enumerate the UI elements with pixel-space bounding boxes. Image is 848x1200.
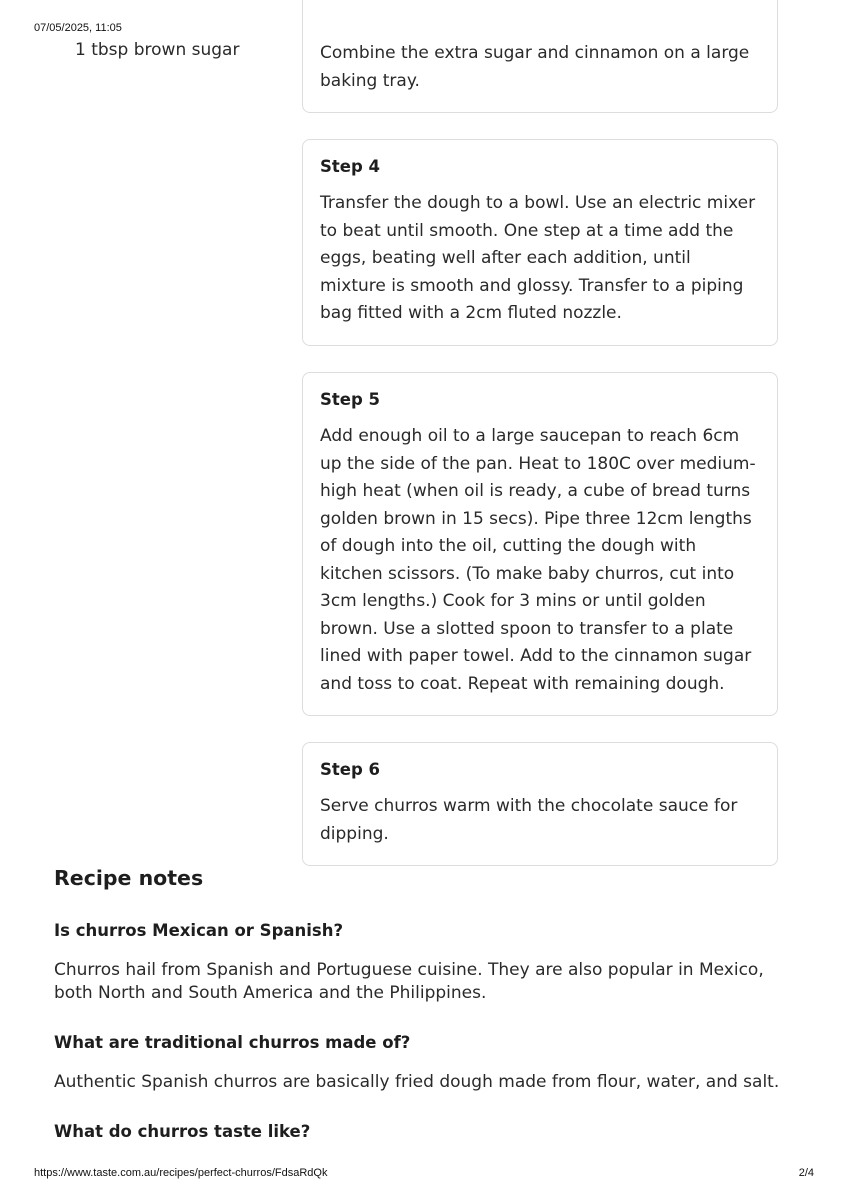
faq-answer: Churros hail from Spanish and Portuguese cuisine. They are also popular in Mexico, both North and South America and the Philippines. — [54, 960, 764, 1003]
step-card-5 — [302, 372, 778, 716]
ingredient-item: 1 tbsp brown sugar — [75, 40, 240, 60]
step-card-6 — [302, 742, 778, 866]
step-text: Add enough oil to a large saucepan to reach 6cm up the side of the pan. Heat to 180C over medium-high heat (when oil is ready, a cube of bread turns golden brown in 15 secs). Pipe three 12cm lengths of dough into the oil, cutting the dough with kitchen scissors. (To make baby churros, cut into 3cm lengths.) Cook for 3 mins or until golden brown. Use a slotted spoon to transfer to a plate lined with paper towel. Add to the cinnamon sugar and toss to coat. Repeat with remaining dough. — [320, 426, 756, 694]
page-number: 2/4 — [798, 1167, 814, 1179]
recipe-notes-heading: Recipe notes — [54, 866, 204, 890]
step-title: Step 4 — [320, 157, 380, 176]
step-card-4 — [302, 139, 778, 346]
faq-question: What do churros taste like? — [54, 1122, 311, 1141]
faq-question: Is churros Mexican or Spanish? — [54, 921, 344, 940]
step-text: Serve churros warm with the chocolate sauce for dipping. — [320, 796, 738, 844]
step-title: Step 6 — [320, 760, 380, 779]
faq-question: What are traditional churros made of? — [54, 1033, 411, 1052]
faq-answer: Authentic Spanish churros are basically fried dough made from flour, water, and salt. — [54, 1072, 780, 1092]
step-title: Step 5 — [320, 390, 380, 409]
step-text: Combine the extra sugar and cinnamon on a large baking tray. — [320, 43, 750, 91]
print-url: https://www.taste.com.au/recipes/perfect-churros/FdsaRdQk — [34, 1167, 328, 1179]
step-text: Transfer the dough to a bowl. Use an electric mixer to beat until smooth. One step at a time add the eggs, beating well after each addition, until mixture is smooth and glossy. Transfer to a piping bag fitted with a 2cm fluted nozzle. — [320, 193, 756, 323]
step-card-3-partial — [302, 0, 778, 113]
print-datetime: 07/05/2025, 11:05 — [34, 22, 122, 34]
